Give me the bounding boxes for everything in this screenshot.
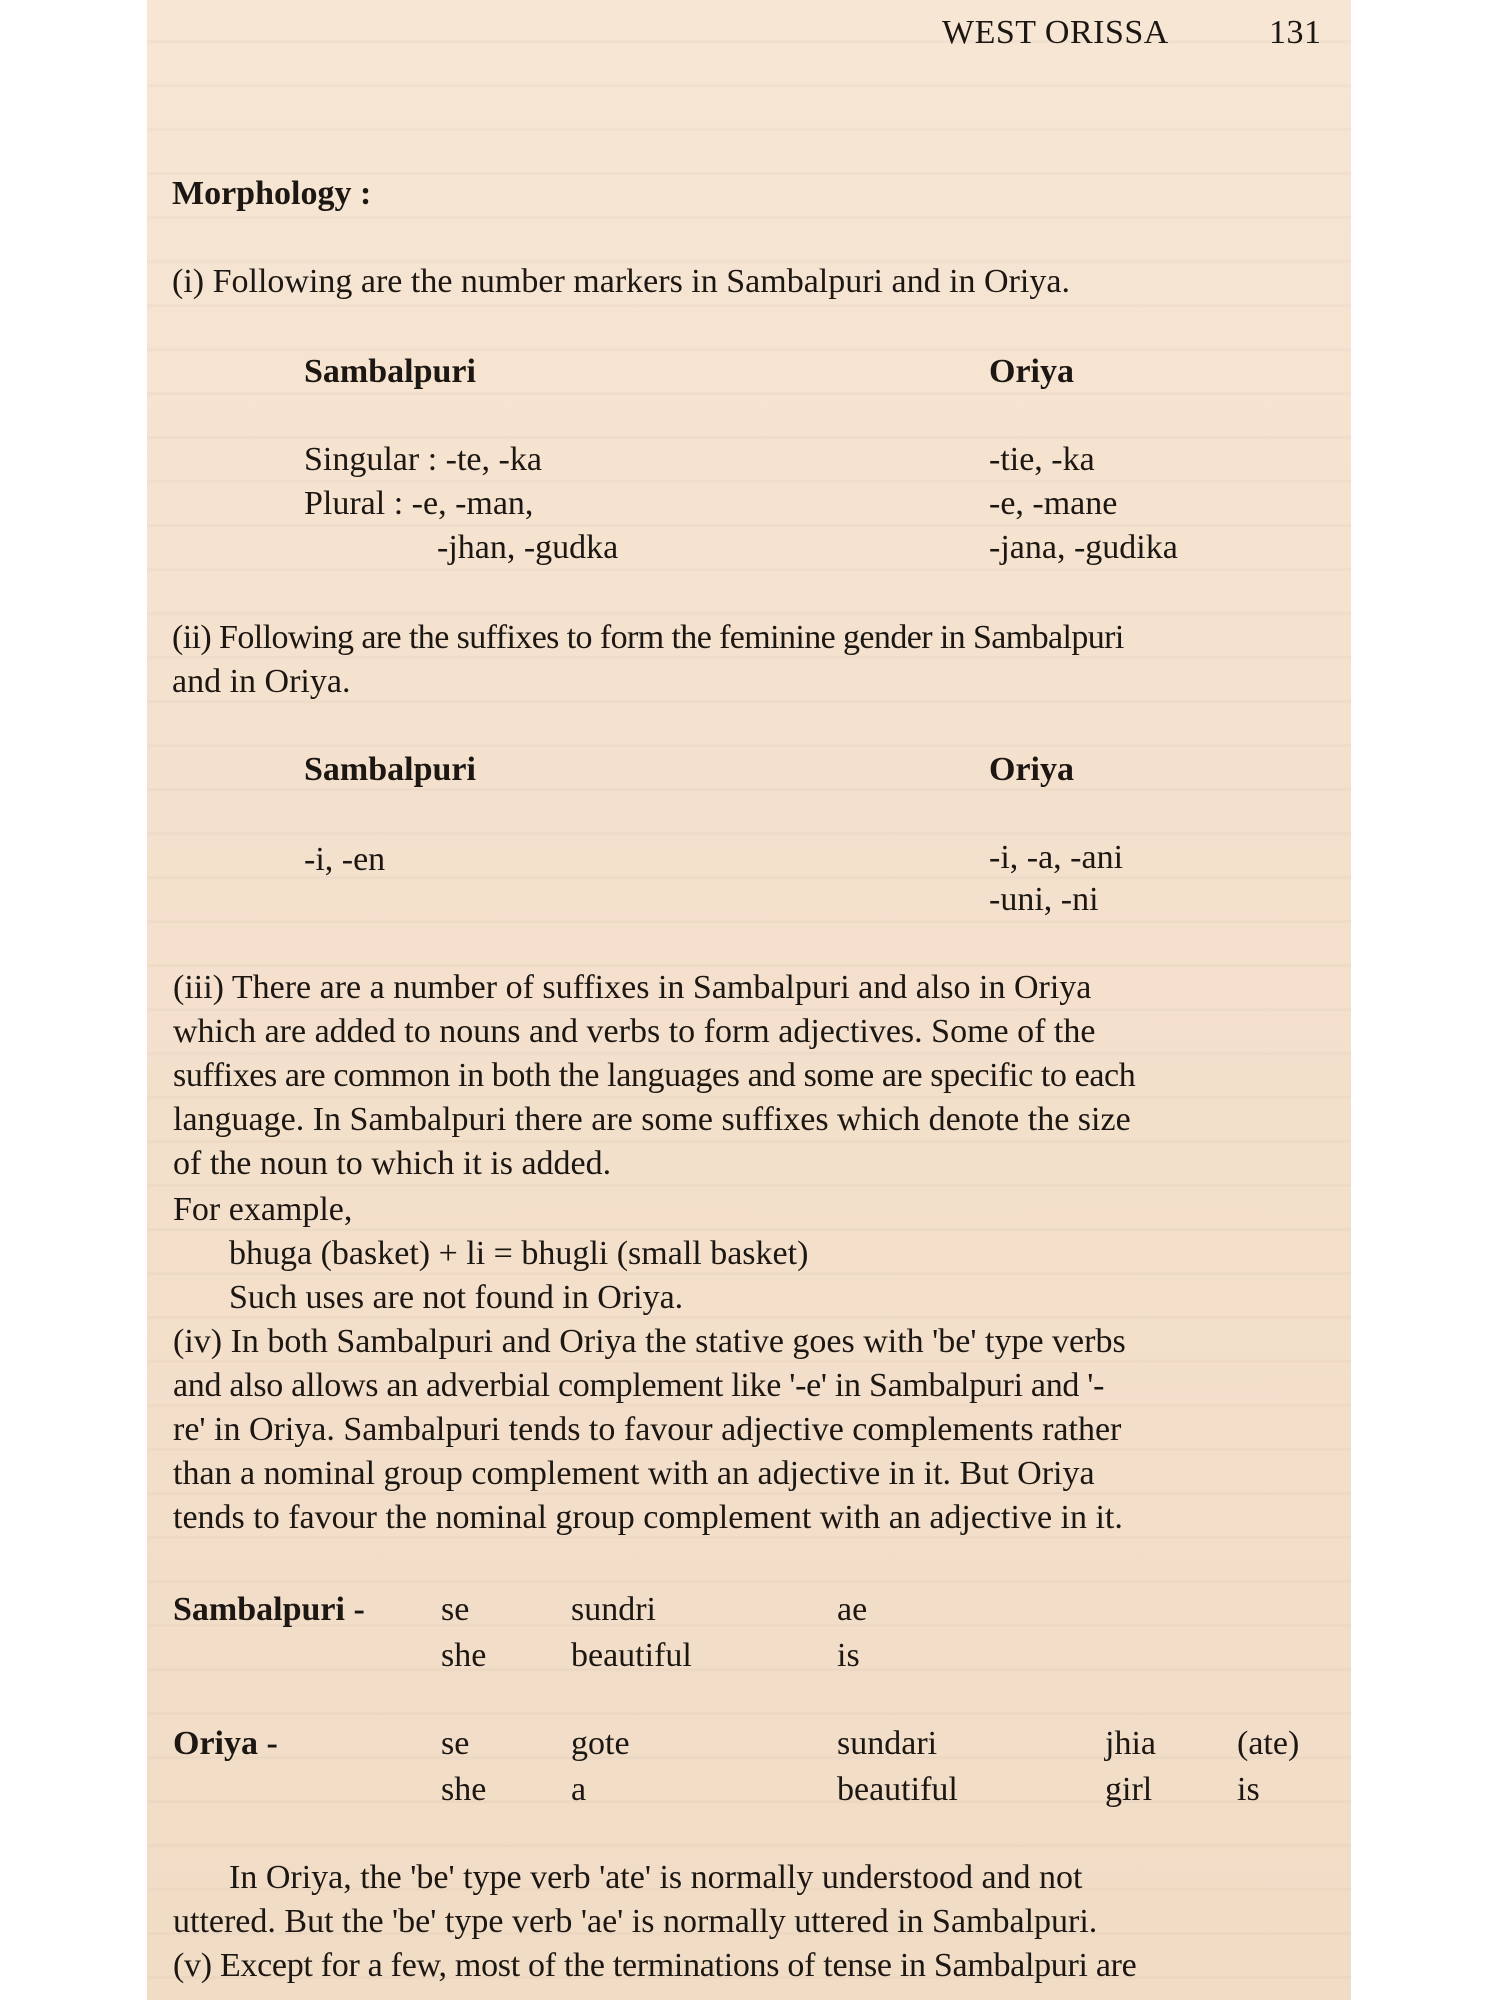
item3-line5: of the noun to which it is added.	[173, 1145, 612, 1182]
item2-right-1: -i, -a, -ani	[989, 839, 1124, 876]
item5-line1: (v) Except for a few, most of the terminations of tense in Sambalpuri are	[173, 1947, 1137, 1984]
gloss-oriya-word-4: jhia	[1105, 1725, 1156, 1762]
item4-line3: re' in Oriya. Sambalpuri tends to favour adjective complements rather	[173, 1411, 1122, 1448]
example-label: For example,	[173, 1191, 353, 1228]
item3-line3: suffixes are common in both the languages and some are specific to each	[173, 1057, 1136, 1094]
closing-line1: In Oriya, the 'be' type verb 'ate' is normally understood and not	[229, 1859, 1083, 1896]
item3-line2: which are added to nouns and verbs to form adjectives. Some of the	[173, 1013, 1096, 1050]
gloss-oriya-gloss-4: girl	[1105, 1771, 1153, 1808]
example-note: Such uses are not found in Oriya.	[229, 1279, 684, 1316]
item4-line4: than a nominal group complement with an adjective in it. But Oriya	[173, 1455, 1095, 1492]
item1-row3-right: -jana, -gudika	[989, 529, 1178, 566]
item2-intro-line2: and in Oriya.	[172, 663, 351, 700]
item4-line1: (iv) In both Sambalpuri and Oriya the stative goes with 'be' type verbs	[173, 1323, 1126, 1360]
running-title: WEST ORISSA	[942, 14, 1169, 51]
example-formula: bhuga (basket) + li = bhugli (small basket)	[229, 1235, 809, 1272]
item2-col-oriya: Oriya	[989, 751, 1074, 788]
item1-row3-left: -jhan, -gudka	[437, 529, 619, 566]
item4-line2: and also allows an adverbial complement like '-e' in Sambalpuri and '-	[173, 1367, 1105, 1404]
item2-intro-line1: (ii) Following are the suffixes to form the feminine gender in Sambalpuri	[172, 619, 1124, 656]
item3-line1: (iii) There are a number of suffixes in Sambalpuri and also in Oriya	[173, 969, 1092, 1006]
gloss-oriya-word-5: (ate)	[1237, 1725, 1300, 1762]
gloss-sambalpuri-gloss-1: she	[441, 1637, 487, 1674]
gloss-oriya-gloss-5: is	[1237, 1771, 1260, 1808]
item1-row1-left: Singular : -te, -ka	[304, 441, 542, 478]
page-number: 131	[1269, 14, 1322, 51]
gloss-oriya-label: Oriya -	[173, 1725, 278, 1762]
item1-intro: (i) Following are the number markers in Sambalpuri and in Oriya.	[172, 263, 1070, 300]
gloss-sambalpuri-word-2: sundri	[571, 1591, 656, 1628]
item1-row2-right: -e, -mane	[989, 485, 1118, 522]
gloss-oriya-word-2: gote	[571, 1725, 630, 1762]
item1-col-oriya: Oriya	[989, 353, 1074, 390]
book-page	[147, 0, 1351, 2000]
gloss-oriya-word-3: sundari	[837, 1725, 938, 1762]
gloss-sambalpuri-gloss-3: is	[837, 1637, 860, 1674]
item3-line4: language. In Sambalpuri there are some suffixes which denote the size	[173, 1101, 1131, 1138]
item2-col-sambalpuri: Sambalpuri	[304, 751, 476, 788]
item1-row1-right: -tie, -ka	[989, 441, 1095, 478]
closing-line2: uttered. But the 'be' type verb 'ae' is normally uttered in Sambalpuri.	[173, 1903, 1098, 1940]
item2-right-2: -uni, -ni	[989, 881, 1099, 918]
gloss-oriya-gloss-1: she	[441, 1771, 487, 1808]
gloss-oriya-gloss-2: a	[571, 1771, 587, 1808]
gloss-sambalpuri-word-1: se	[441, 1591, 470, 1628]
section-heading: Morphology :	[172, 175, 372, 212]
gloss-sambalpuri-word-3: ae	[837, 1591, 868, 1628]
gloss-oriya-gloss-3: beautiful	[837, 1771, 958, 1808]
item4-line5: tends to favour the nominal group complement with an adjective in it.	[173, 1499, 1123, 1536]
gloss-sambalpuri-gloss-2: beautiful	[571, 1637, 692, 1674]
item1-col-sambalpuri: Sambalpuri	[304, 353, 476, 390]
gloss-sambalpuri-label: Sambalpuri -	[173, 1591, 365, 1628]
gloss-oriya-word-1: se	[441, 1725, 470, 1762]
item1-row2-left: Plural : -e, -man,	[304, 485, 534, 522]
item2-left-1: -i, -en	[304, 841, 386, 878]
